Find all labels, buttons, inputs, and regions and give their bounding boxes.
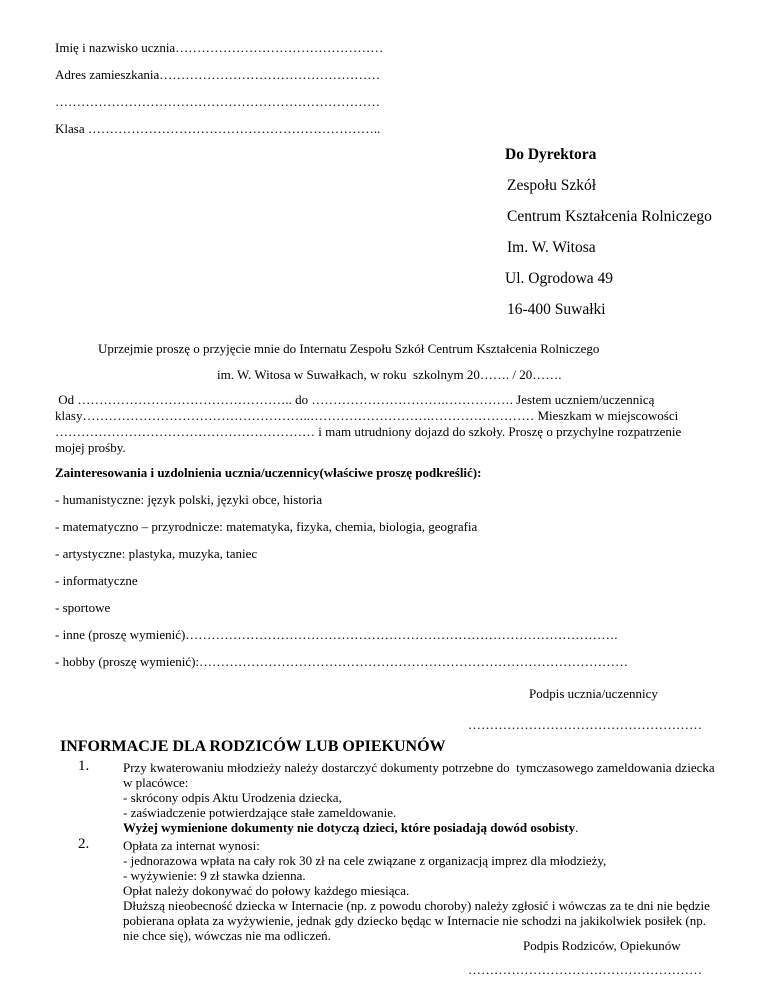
student-signature-line: ……………………………………………… — [468, 717, 702, 732]
interest-item: - informatyczne — [55, 573, 138, 588]
info-item-2 — [123, 838, 723, 943]
info-item-2-line: - wyżywienie: 9 zł stawka dzienna. — [123, 868, 306, 883]
request-paragraph-line-4: mojej prośby. — [55, 440, 126, 455]
student-signature-label: Podpis ucznia/uczennicy — [529, 686, 658, 701]
parent-signature-line: ……………………………………………… — [468, 962, 702, 977]
recipient-patron: Im. W. Witosa — [507, 239, 596, 256]
interest-item-hobby: - hobby (proszę wymienić):……………………………………………………………………………………… — [55, 654, 629, 669]
request-line-1: Uprzejmie proszę o przyjęcie mnie do Internatu Zespołu Szkół Centrum Kształcenia Rolniczego — [98, 341, 600, 356]
info-item-1-line: Przy kwaterowaniu młodzieży należy dostarczyć dokumenty potrzebne do tymczasowego zameldowania dziecka — [123, 760, 715, 775]
request-line-2: im. W. Witosa w Suwałkach, w roku szkolnym 20……. / 20……. — [217, 367, 562, 382]
info-item-1-line: - skrócony odpis Aktu Urodzenia dziecka, — [123, 790, 342, 805]
info-item-2-line: Dłuższą nieobecność dziecka w Internacie (np. z powodu choroby) należy zgłosić i wówczas za te dni nie będzie — [123, 898, 710, 913]
interest-item: - humanistyczne: język polski, języki obce, historia — [55, 492, 323, 507]
request-paragraph-line-2: klasy……………………………………………..……………………….…………………… Mieszkam w miejscowości — [55, 408, 679, 423]
info-item-2-line: nie chce się), wówczas nie ma odliczeń. — [123, 928, 331, 943]
interest-item-other: - inne (proszę wymienić)………………………………………………………………………………………. — [55, 627, 618, 642]
parent-signature-label: Podpis Rodziców, Opiekunów — [523, 938, 681, 953]
recipient-street: Ul. Ogrodowa 49 — [505, 270, 614, 287]
info-item-2-line: Opłat należy dokonywać do połowy każdego miesiąca. — [123, 883, 410, 898]
info-item-2-line: Opłata za internat wynosi: — [123, 838, 260, 853]
student-name-field: Imię i nazwisko ucznia………………………………………… — [55, 40, 384, 55]
student-address-continuation: ………………………………………………………………… — [55, 94, 380, 109]
interest-item: - artystyczne: plastyka, muzyka, taniec — [55, 546, 258, 561]
info-item-1-line: - zaświadczenie potwierdzające stałe zameldowanie. — [123, 805, 397, 820]
info-item-1-number: 1. — [78, 758, 90, 774]
student-address-field: Adres zamieszkania…………………………………………… — [55, 67, 381, 82]
info-item-1 — [123, 760, 723, 835]
info-item-1-note — [123, 820, 723, 835]
info-item-2-line: pobierana opłata za wyżywienie, jednak gdy dziecko będąc w Internacie nie schodzi na jakikolwiek posiłek (np. — [123, 913, 706, 928]
request-paragraph-line-1: Od ………………………………………….. do ………………………….……………. Jestem uczniem/uczennicą — [55, 392, 655, 407]
parents-info-heading: INFORMACJE DLA RODZICÓW LUB OPIEKUNÓW — [60, 738, 446, 755]
interest-item: - sportowe — [55, 600, 111, 615]
documents-exception-note: Wyżej wymienione dokumenty nie dotyczą dzieci, które posiadają dowód osobisty — [123, 820, 576, 835]
request-paragraph-line-3: …………………………………………………… i mam utrudniony dojazd do szkoły. Proszę o przychylne rozpatrzenie — [55, 424, 682, 439]
interests-heading: Zainteresowania i uzdolnienia ucznia/uczennicy(właściwe proszę podkreślić): — [55, 465, 482, 480]
info-item-2-number: 2. — [78, 836, 90, 852]
recipient-school: Zespołu Szkół — [507, 177, 597, 194]
recipient-center: Centrum Kształcenia Rolniczego — [507, 208, 712, 225]
student-class-field: Klasa ………………………………………………………….. — [55, 121, 381, 136]
info-item-1-line: w placówce: — [123, 775, 189, 790]
note-period: . — [575, 820, 579, 835]
info-item-2-line: - jednorazowa wpłata na cały rok 30 zł na cele związane z organizacją imprez dla młodzieży, — [123, 853, 607, 868]
recipient-title: Do Dyrektora — [505, 146, 597, 163]
recipient-city: 16-400 Suwałki — [507, 301, 606, 318]
interest-item: - matematyczno – przyrodnicze: matematyka, fizyka, chemia, biologia, geografia — [55, 519, 478, 534]
